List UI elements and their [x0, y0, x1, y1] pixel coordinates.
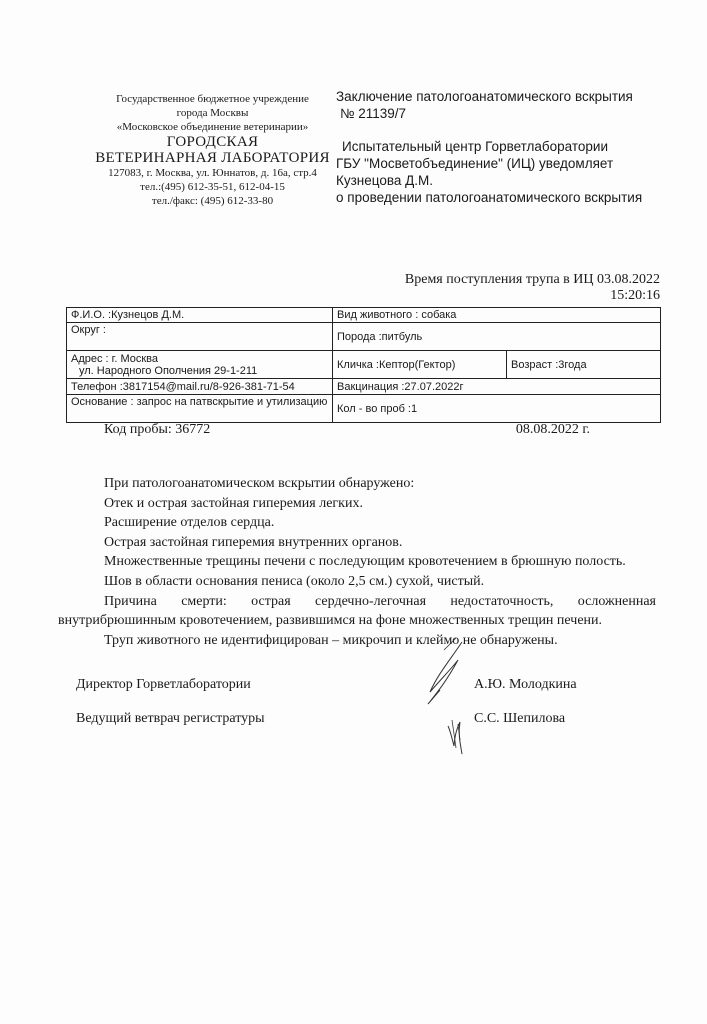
cause-line-2: внутрибрюшинным кровотечением, развившимся на фоне множественных трещин печени.	[58, 613, 603, 629]
notice-block	[336, 138, 676, 206]
finding-item: Шов в области основания пениса (около 2,5 см.) сухой, чистый.	[104, 573, 485, 589]
cell-samples: Кол - во проб :1	[333, 395, 661, 423]
finding-final: Труп животного не идентифицирован – микрочип и клеймо не обнаружены.	[104, 632, 558, 648]
organization-header	[80, 92, 345, 208]
findings-section	[58, 474, 656, 650]
arrival-clock: 15:20:16	[610, 288, 660, 303]
arrival-label: Время поступления трупа в ИЦ 03.08.2022	[404, 272, 660, 287]
finding-item: Острая застойная гиперемия внутренних органов.	[104, 534, 403, 550]
org-name-1: ГОРОДСКАЯ	[166, 134, 259, 150]
address-line-2: ул. Народного Ополчения 29-1-211	[79, 364, 258, 377]
cell-basis: Основание : запрос на патвскрытие и утилизацию	[67, 395, 333, 423]
cell-phone: Телефон :3817154@mail.ru/8-926-381-71-54	[67, 379, 333, 395]
title-line-1: Заключение патологоанатомического вскрытия	[336, 89, 633, 104]
cell-vaccination: Вакцинация :27.07.2022г	[333, 379, 661, 395]
cell-fio: Ф.И.О. :Кузнецов Д.М.	[67, 308, 333, 323]
org-phone: тел.:(495) 612-35-51, 612-04-15	[140, 181, 285, 193]
vet-name: С.С. Шепилова	[474, 711, 566, 726]
vet-title: Ведущий ветврач регистратуры	[76, 711, 265, 726]
finding-item: Множественные трещины печени с последующим кровотечением в брюшную полость.	[104, 554, 626, 570]
arrival-time	[405, 272, 660, 304]
cell-age: Возраст :3года	[507, 351, 661, 379]
probe-date: 08.08.2022 г.	[515, 422, 590, 437]
org-address: 127083, г. Москва, ул. Юннатов, д. 16а, стр.4	[108, 167, 317, 179]
org-line-2: города Москвы	[176, 107, 249, 119]
director-name: А.Ю. Молодкина	[474, 677, 577, 692]
cell-district: Округ :	[67, 323, 333, 351]
handwritten-signature	[400, 630, 490, 760]
finding-item: Расширение отделов сердца.	[104, 515, 275, 531]
org-name-2: ВЕТЕРИНАРНАЯ ЛАБОРАТОРИЯ	[95, 150, 330, 166]
notice-line-2: ГБУ "Мосветобъединение" (ИЦ) уведомляет	[336, 156, 614, 171]
org-fax: тел./факс: (495) 612-33-80	[151, 195, 274, 207]
title-number: № 21139/7	[340, 106, 407, 121]
cell-breed: Порода :питбуль	[333, 323, 661, 351]
director-title: Директор Горветлаборатории	[76, 677, 251, 692]
address-line-1: Адрес : г. Москва	[71, 352, 158, 365]
info-table	[66, 307, 661, 423]
cell-address	[67, 351, 333, 379]
cell-animal-type: Вид животного : собака	[333, 308, 661, 323]
probe-line	[104, 422, 590, 438]
org-line-1: Государственное бюджетное учреждение	[116, 93, 309, 105]
findings-intro: При патологоанатомическом вскрытии обнаружено:	[104, 476, 415, 491]
probe-code: Код пробы: 36772	[104, 422, 211, 437]
org-line-3: «Московское объединение ветеринарии»	[116, 121, 309, 133]
finding-item: Отек и острая застойная гиперемия легких.	[104, 495, 363, 511]
notice-line-1: Испытательный центр Горветлаборатории	[342, 139, 609, 154]
notice-line-3: Кузнецова Д.М.	[336, 173, 434, 188]
document-title	[336, 88, 676, 122]
notice-line-4: о проведении патологоанатомического вскрытия	[336, 190, 643, 205]
cause-line-1: Причина смерти: острая сердечно-легочная недостаточность, осложненная	[104, 593, 656, 609]
cell-nickname: Кличка :Кептор(Гектор)	[333, 351, 507, 379]
